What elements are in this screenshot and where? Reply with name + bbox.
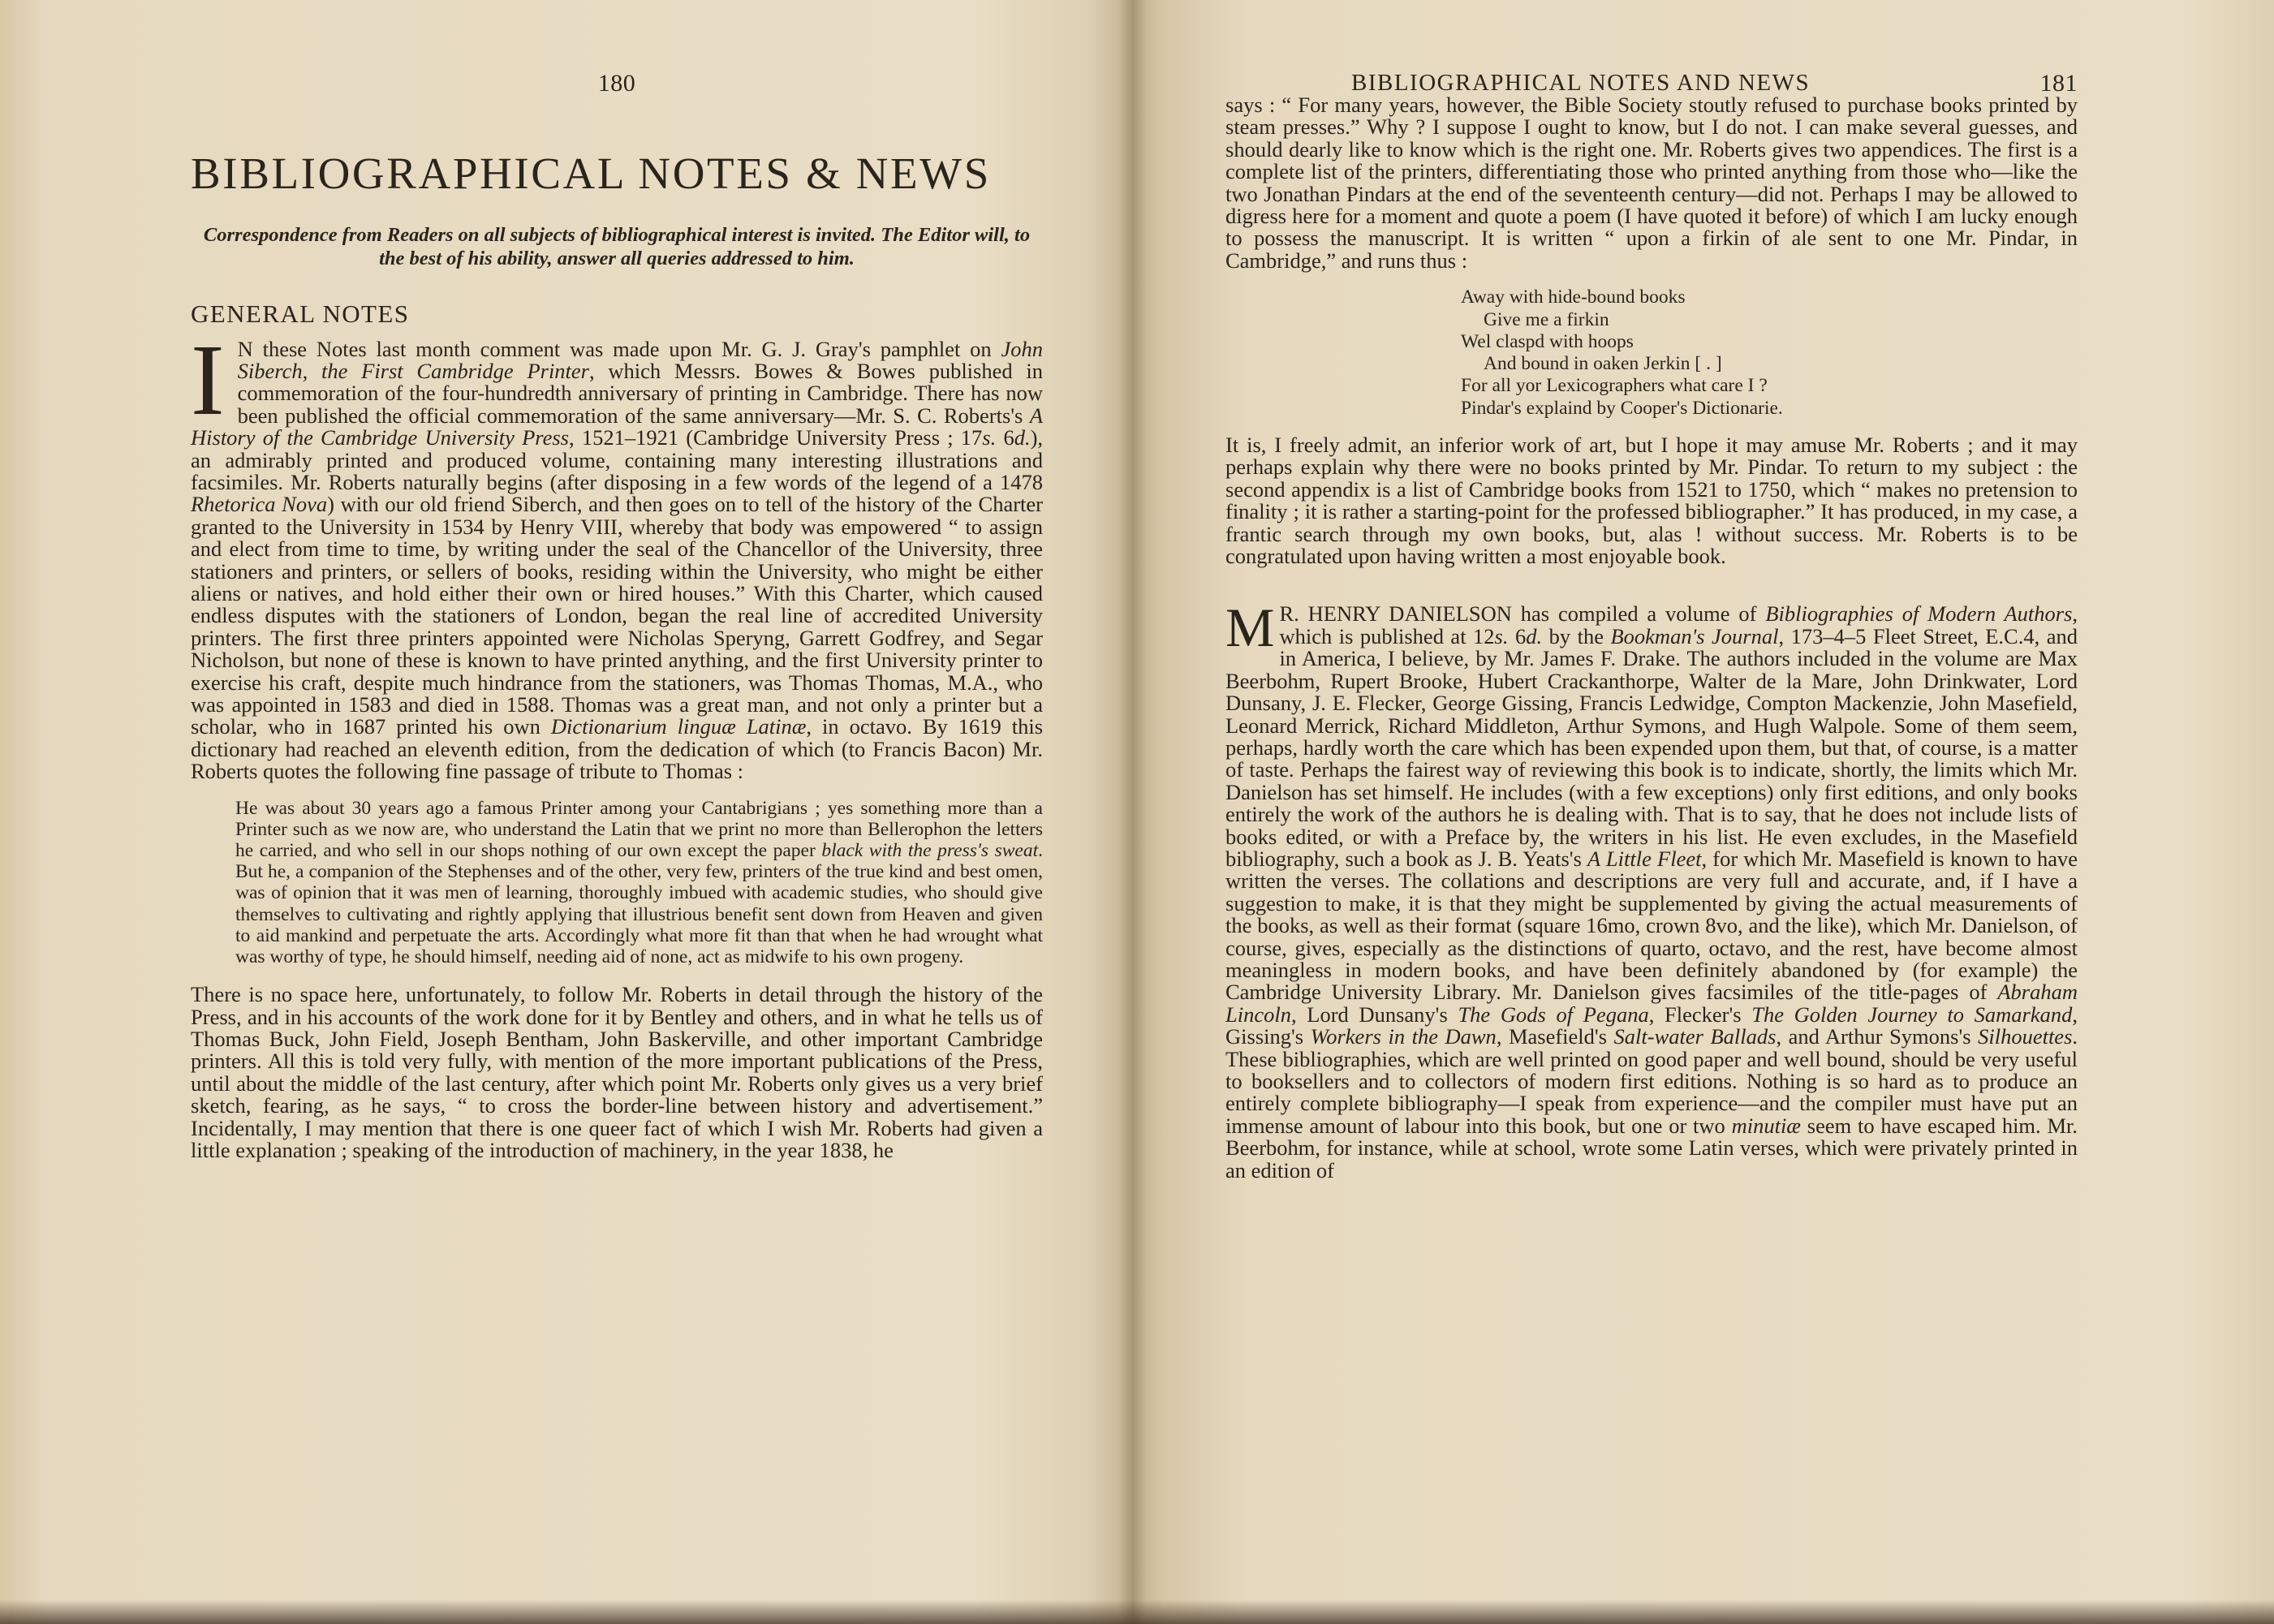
italic-run: Rhetorica Nova: [191, 492, 328, 517]
text-run: He was about 30 years ago a famous Printer among your Cantabrigians ; yes something more than a Printer such as we now are, who understand the Latin that we print no more than Bellerophon the letters he carried, and who sell in our shops nothing of our own except the paper: [235, 797, 1043, 862]
text-run: ) with our old friend Siberch, and then goes on to tell of the history of the Charter granted to the University in 1534 by Henry VIII, whereby that body was empowered “ to assign and elect from time to time, by writing under the seal of the Chancellor of the University, three stationers and printers, or sellers of books, residing within the University, who might be either aliens or natives, and hold either their own or hired houses.” With this Charter, which caused endless disputes with the stationers of London, began the real line of accredited University printers. The first three printers appointed were Nicholas Speryng, Garrett Godfrey, and Segar Nicholson, but none of these is known to have printed anything, and the first University printer to exercise his craft, despite much hindrance from the stationers, was Thomas Thomas, M.A., who was appointed in 1583 and died in 1588. Thomas was a great man, and not only a printer but a scholar, who in 1687 printed his own: [191, 492, 1044, 739]
text-run: , 173–4–5 Fleet Street, E.C.4, and in America, I believe, by Mr. James F. Drake. The authors included in the volume are Max Beerbohm, Rupert Brooke, Hubert Crackanthorpe, Walter de la Mare, John Drinkwater, Lord Dunsany, J. E. Flecker, George Gissing, Francis Ledwidge, Compton Mackenzie, John Masefield, Leonard Merrick, Richard Middleton, Arthur Symons, and Hugh Walpole. Some of them seem, perhaps, hardly worth the care which has been expended upon them, but that, of course, is a matter of taste. Perhaps the fairest way of reviewing this book is to indicate, shortly, the limits which Mr. Danielson has set himself. He includes (with a few exceptions) only first editions, and only books entirely the work of the authors he is dealing with. That is to say, that he does not include lists of books edited, or with a Preface by, the writers in his list. He even excludes, in the Masefield bibliography, such a book as J. B. Yeats's: [1225, 623, 2078, 871]
italic-run: The Golden Journey to Samarkand: [1751, 1002, 2073, 1027]
poem-line: Give me a firkin: [1484, 308, 1609, 330]
right-page: [1132, 0, 2274, 1624]
italic-run: Bibliographies of Modern Authors: [1765, 601, 2073, 627]
text-run: , in octavo. By 1619 this dictionary had reached an eleventh edition, from the dedication of which (to Francis Bacon) Mr. Roberts quotes the following fine passage of tribute to Thomas :: [191, 714, 1044, 784]
text-run: , and Arthur Symons's: [1776, 1024, 1979, 1049]
text-run: , which Messrs. Bowes & Bowes published in commemoration of the four-hundredth anniversary of printing in Cambridge. There has now been published the official commemoration of the same anniversary—Mr. S. C. Roberts's: [237, 358, 1043, 428]
italic-run: John Siberch, the First Cambridge Printer: [237, 336, 1043, 383]
italic-run: d.: [1014, 425, 1031, 450]
text-run: , Lord Dunsany's: [1290, 1002, 1458, 1027]
italic-run: Abraham Lincoln: [1225, 980, 2078, 1027]
running-head-title: BIBLIOGRAPHICAL NOTES AND NEWS: [1351, 70, 1811, 96]
book-gutter: [1118, 0, 1146, 1624]
continued-paragraph: says : “ For many years, however, the Bible Society stoutly refused to purchase books printed by steam presses.” Why ? I suppose I ought to know, but I do not. I can make several guesses, and should dearly like to know which is the right one. Mr. Roberts gives two appendices. The first is a complete list of the printers, differentiating those who printed anything from those who—like the two Jonathan Pindars at the end of the seventeenth century—did not. Perhaps I may be allowed to digress here for a moment and quote a poem (I have quoted it before) of which I am lucky enough to possess the manuscript. It is written “ upon a firkin of ale sent to one Mr. Pindar, in Cambridge,” and runs thus :: [1225, 93, 2078, 273]
danielson-paragraph: [1225, 597, 2078, 1182]
general-notes-paragraph-2: There is no space here, unfortunately, to follow Mr. Roberts in detail through the history of the Press, and in his accounts of the work done for it by Bentley and others, and in what he tells us of Thomas Buck, John Field, Joseph Bentham, John Baskerville, and other important Cambridge printers. All this is told very fully, with mention of the more important publications of the Press, until about the middle of the last century, after which point Mr. Roberts only gives us a very brief sketch, fearing, as he says, “ to cross the border-line between history and advertisement.” Incidentally, I may mention that there is one queer fact of which I wish Mr. Roberts had given a little explanation ; speaking of the introduction of machinery, in the year 1838, he: [191, 982, 1043, 1163]
section-heading: GENERAL NOTES: [191, 299, 410, 328]
italic-run: s.: [1494, 623, 1509, 648]
italic-run: black with the press's sweat: [821, 840, 1039, 862]
italic-run: Dictionarium linguæ Latinæ: [550, 714, 807, 739]
text-run: , Gissing's: [1225, 1002, 2078, 1049]
poem-line: Away with hide-bound books: [1461, 286, 1686, 308]
text-run: 6: [996, 425, 1014, 450]
italic-run: The Gods of Pegana: [1458, 1002, 1649, 1027]
poem-line: For all yor Lexicographers what care I ?: [1461, 375, 1768, 397]
bottom-shadow: [0, 1600, 2274, 1624]
text-run: 6: [1508, 623, 1527, 648]
italic-run: A History of the Cambridge University Press: [191, 403, 1043, 450]
text-run: R. HENRY DANIELSON has compiled a volume of: [1279, 601, 1766, 627]
article-title: BIBLIOGRAPHICAL NOTES & NEWS: [191, 149, 991, 198]
text-run: , 1521–1921 (Cambridge University Press ; 17: [569, 425, 983, 450]
italic-run: Bookman's Journal: [1610, 623, 1779, 648]
left-column: [191, 65, 1043, 1162]
text-run: , for which Mr. Masefield is known to have written the verses. The collations and descriptions are very full and accurate, and, if I have a suggestion to make, it is that they might be supplemented by giving the actual measurements of the books, as well as their format (square 16mo, crown 8vo, and the like), which Mr. Danielson, of course, gives, especially as the distinctions of quarto, octavo, and the rest, have become almost meaningless in modern books, and have been definitely abandoned by (for example) the Cambridge University Library. Mr. Danielson gives facsimiles of the title-pages of: [1225, 846, 2078, 1005]
general-notes-paragraph-1: [191, 324, 1044, 784]
text-run: . These bibliographies, which are well printed on good paper and well bound, should be very useful to booksellers and to collectors of modern first editions. Nothing is so hard as to produce an entirely complete bibliography—I speak from experience—and the compiler must have put an immense amount of labour into this book, but one or two: [1225, 1024, 2078, 1138]
text-run: ), an admirably printed and produced volume, containing many interesting illustrations and facsimiles. Mr. Roberts naturally begins (after disposing in a few words of the legend of a 1478: [191, 425, 1044, 494]
right-column: [1225, 65, 2078, 1182]
left-page: [0, 0, 1132, 1624]
section-gap: [1225, 567, 2078, 603]
poem-line: Wel claspd with hoops: [1461, 330, 1634, 352]
block-quote: [191, 798, 1043, 968]
right-page-number: 181: [2039, 70, 2078, 97]
italic-run: Salt-water Ballads: [1613, 1024, 1777, 1049]
italic-run: d.: [1526, 623, 1543, 648]
drop-cap: I: [191, 324, 225, 437]
italic-run: minutiæ: [1731, 1113, 1801, 1138]
closing-paragraph: It is, I freely admit, an inferior work of art, but I hope it may amuse Mr. Roberts ; and it may perhaps explain why there were no books printed by Mr. Pindar. To return to my subject : the second appendix is a list of Cambridge books from 1521 to 1750, which “ makes no pretension to finality ; it is rather a starting-point for the professed bibliographer.” It has produced, in my case, a frantic search through my own books, but, alas ! without success. Mr. Roberts is to be congratulated upon having written a most enjoyable book.: [1225, 433, 2078, 569]
intro-note: Correspondence from Readers on all subjects of bibliographical interest is invited. The Editor will, to the best of his ability, answer all queries addressed to him.: [203, 223, 1031, 269]
right-running-head: [1225, 65, 2078, 110]
left-running-head: [191, 65, 1043, 110]
drop-cap: M: [1225, 597, 1275, 659]
text-run: . But he, a companion of the Stephenses and of the other, very few, printers of the true kind and best omen, was of opinion that it was men of learning, thoroughly imbued with academic studies, who should give themselves to cultivating and rightly applying that illustrious benefit sent down from Heaven and given to aid mankind and perpetuate the arts. Accordingly what more fit than that when he had wrought what was worthy of type, he should himself, needing aid of none, act as midwife to his own progeny.: [235, 840, 1044, 968]
text-run: , Flecker's: [1648, 1002, 1752, 1027]
left-page-number: 180: [597, 70, 636, 97]
text-run: , Masefield's: [1496, 1024, 1614, 1049]
text-run: N these Notes last month comment was made upon Mr. G. J. Gray's pamphlet on: [237, 336, 1001, 361]
italic-run: Workers in the Dawn: [1310, 1024, 1497, 1049]
text-run: , which is published at 12: [1279, 601, 2078, 648]
italic-run: A Little Fleet: [1587, 846, 1702, 871]
italic-run: s.: [982, 425, 997, 450]
text-run: by the: [1542, 623, 1611, 648]
poem-line: Pindar's explaind by Cooper's Dictionarie.: [1461, 397, 1783, 419]
text-run: seem to have escaped him. Mr. Beerbohm, for instance, while at school, wrote some Latin verses, which were privately printed in an edition of: [1225, 1113, 2078, 1182]
italic-run: Silhouettes: [1978, 1024, 2073, 1049]
poem-line: And bound in oaken Jerkin [ . ]: [1484, 353, 1722, 375]
poem: [1461, 286, 2078, 420]
